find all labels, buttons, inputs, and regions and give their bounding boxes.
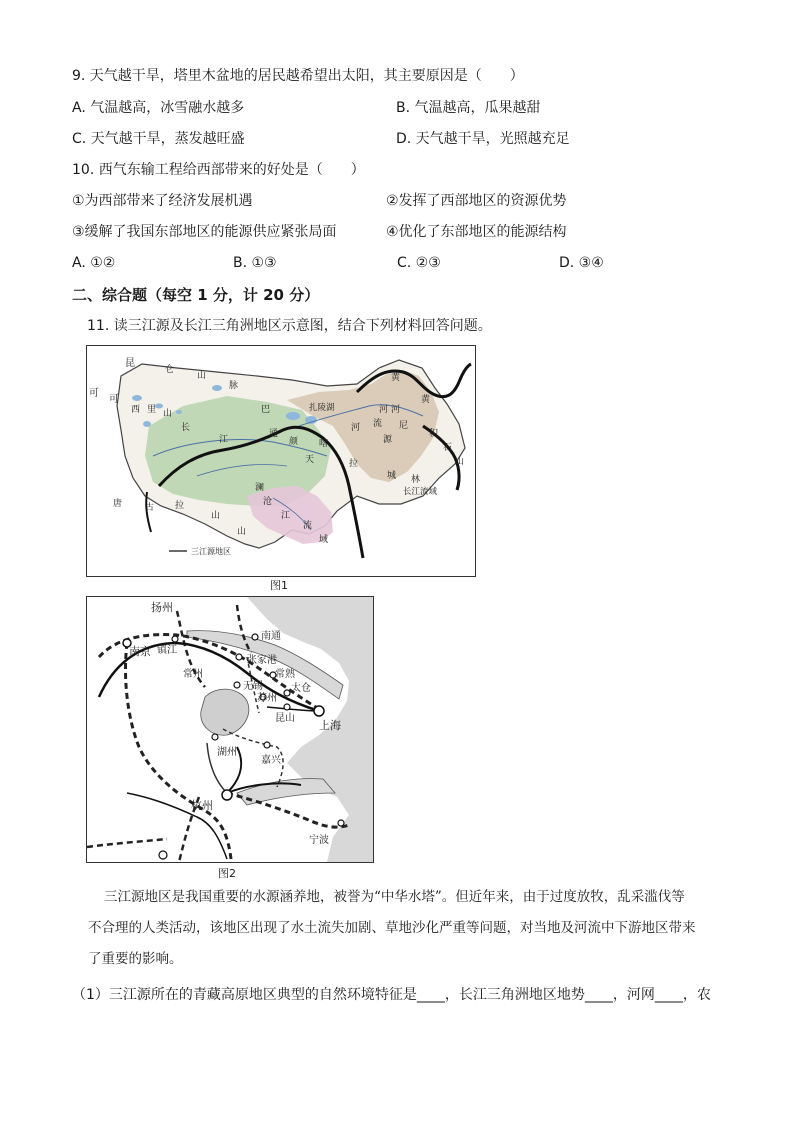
map-label: 山 xyxy=(197,371,207,381)
lake-mark xyxy=(132,395,142,401)
map-label: 城 xyxy=(387,471,397,481)
figure-2-caption: 图2 xyxy=(218,867,236,880)
map-label: 可 xyxy=(89,388,99,399)
map-label: 通 xyxy=(269,429,279,439)
map-label: 山 xyxy=(163,409,173,419)
city-label-ningbo: 宁波 xyxy=(309,835,329,846)
map-label: 石 xyxy=(443,443,453,453)
map-label: 域 xyxy=(319,535,329,545)
section-2-title: 二、综合题（每空 1 分，计 20 分） xyxy=(72,286,320,304)
map-label: 脉 xyxy=(229,381,239,391)
lake-mark xyxy=(176,410,182,414)
city-label-huzhou: 湖州 xyxy=(217,747,237,758)
map-label: 河 xyxy=(351,423,361,433)
question-9-stem: 9. 天气越干旱，塔里木盆地的居民越希望出太阳，其主要原因是（ ） xyxy=(72,68,524,84)
city-label-shanghai: 上海 xyxy=(319,719,341,732)
map-label: 昆 xyxy=(125,358,135,369)
question-9-option-a: A. 气温越高，冰雪融水越多 xyxy=(72,100,245,116)
map-label: 江 xyxy=(219,435,229,445)
question-10-statement-3: ③缓解了我国东部地区的能源供应紧张局面 xyxy=(72,224,337,240)
map-label: 唐 xyxy=(113,499,123,509)
map-label: 沧 xyxy=(263,497,273,507)
city-label-hangzhou: 杭州 xyxy=(191,799,213,812)
zhaling-lake xyxy=(286,412,300,420)
eling-lake xyxy=(305,416,317,424)
map-label: 长江流域 xyxy=(403,487,438,497)
map-label: 可 xyxy=(109,394,119,405)
question-10-option-b: B. ①③ xyxy=(233,255,277,271)
map-label: 澜 xyxy=(255,483,265,493)
question-10-statement-4: ④优化了东部地区的能源结构 xyxy=(386,224,567,240)
material-line-2: 不合理的人类活动，该地区出现了水土流失加剧、草地沙化严重等问题，对当地及河流中下游地区带来 xyxy=(88,920,696,936)
map-label: 扎陵湖 xyxy=(309,403,335,413)
city-label-changzhou: 常州 xyxy=(183,669,203,680)
city-label-jiaxing: 嘉兴 xyxy=(261,755,281,766)
city-label-zhangjiagang: 张家港 xyxy=(247,655,277,666)
question-11-stem: 11. 读三江源及长江三角洲地区示意图，结合下列材料回答问题。 xyxy=(87,318,492,334)
map-label: 流 xyxy=(373,419,383,429)
city-label-changshu: 常熟 xyxy=(275,669,295,680)
city-label-wuxi: 无锡 xyxy=(243,681,263,692)
map-label: 长 xyxy=(181,423,191,433)
city-marker-shanghai xyxy=(314,706,324,716)
map-label: 源 xyxy=(383,435,393,445)
city-marker-hangzhou xyxy=(222,790,232,800)
city-label-nantong: 南通 xyxy=(261,631,281,642)
map-label: 河 xyxy=(391,405,401,415)
city-marker-kunshan xyxy=(284,704,290,710)
material-line-1: 三江源地区是我国重要的水源涵养地，被誉为“中华水塔”。但近年来，由于过度放牧，乱采滥伐等 xyxy=(104,889,685,905)
figure-1-caption: 图1 xyxy=(270,579,288,592)
city-marker-jiaxing xyxy=(264,742,270,748)
map-label: 山 xyxy=(211,511,221,521)
map-label: 颜 xyxy=(289,437,299,447)
map-label: 喀 xyxy=(319,439,329,449)
city-marker-taicang xyxy=(284,690,290,696)
map-label: 山 xyxy=(455,457,465,467)
map-label: 尼 xyxy=(399,421,409,431)
legend-text: 三江源地区 xyxy=(191,547,231,556)
city-marker-wuxi xyxy=(234,682,240,688)
map-label: 天 xyxy=(305,455,315,465)
map-label: 拉 xyxy=(349,459,359,469)
city-label-suzhou: 苏州 xyxy=(257,693,277,704)
lake-mark xyxy=(212,385,222,391)
material-line-3: 了重要的影响。 xyxy=(88,951,183,967)
map-label: 林 xyxy=(411,475,421,485)
railway-line xyxy=(126,643,232,859)
city-label-taicang: 太仓 xyxy=(291,683,311,694)
city-label-zhenjiang: 镇江 xyxy=(157,645,177,656)
lake-mark xyxy=(143,421,151,427)
map-label: 古 xyxy=(145,503,155,513)
question-10-option-d: D. ③④ xyxy=(559,255,604,271)
city-label-kunshan: 昆山 xyxy=(275,713,295,724)
city-label-yangzhou: 扬州 xyxy=(151,601,173,614)
city-marker xyxy=(159,851,167,859)
map-label: 仑 xyxy=(165,365,175,375)
city-marker-zhenjiang xyxy=(172,636,178,642)
map-label: 黄 xyxy=(421,395,431,405)
taihu-lake xyxy=(201,689,249,735)
question-10-stem: 10. 西气东输工程给西部带来的好处是（ ） xyxy=(72,162,365,178)
question-11-sub-1: （1）三江源所在的青藏高原地区典型的自然环境特征是____，长江三角洲地区地势____，河网____，农 xyxy=(72,987,711,1003)
map-label: 巴 xyxy=(261,405,271,415)
city-marker-huzhou xyxy=(212,734,218,740)
question-10-option-a: A. ①② xyxy=(72,255,116,271)
question-9-option-b: B. 气温越高，瓜果越甜 xyxy=(396,100,541,116)
question-10-statement-1: ①为西部带来了经济发展机遇 xyxy=(72,193,253,209)
map-label: 流 xyxy=(303,521,313,531)
city-marker-ningbo xyxy=(338,820,344,826)
city-marker-nantong xyxy=(252,634,258,640)
city-label-nanjing: 南京 xyxy=(129,645,151,658)
map-label: 西 xyxy=(131,405,141,415)
question-9-option-d: D. 天气越干旱，光照越充足 xyxy=(396,131,570,147)
lake-mark xyxy=(155,404,163,409)
figure-2-yangtze-delta-map xyxy=(86,596,374,863)
map-label: 山 xyxy=(237,527,247,537)
map-label: 江 xyxy=(281,511,291,521)
question-9-option-c: C. 天气越干旱，蒸发越旺盛 xyxy=(72,131,245,147)
city-marker-zhangjiagang xyxy=(236,654,242,660)
question-10-option-c: C. ②③ xyxy=(397,255,441,271)
question-10-statement-2: ②发挥了西部地区的资源优势 xyxy=(386,193,567,209)
railway-line xyxy=(87,839,167,847)
map-label: 河 xyxy=(379,405,389,415)
figure-1-sanjiangyuan-map xyxy=(86,345,476,577)
map-label: 里 xyxy=(147,405,157,415)
map-label: 黄 xyxy=(391,373,401,383)
map-label: 积 xyxy=(429,429,439,439)
map-label: 拉 xyxy=(175,501,185,511)
